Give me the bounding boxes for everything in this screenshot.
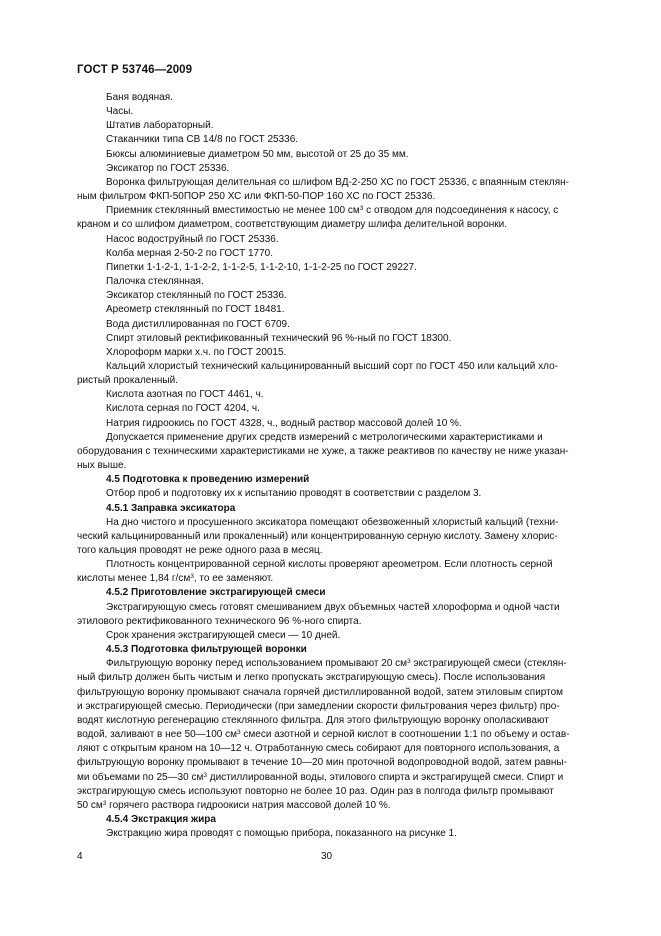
s451-density-line <box>77 572 614 586</box>
s453-line: фильтрующую воронку промывают в течение 10—20 мин проточной водопроводной водой, затем равны- <box>77 757 567 769</box>
receiver-text-a: Приемник стеклянный вместимостью не менее 100 см <box>106 205 360 217</box>
s453-line: экстрагирующую смесь используют повторно не более 10 раз. Один раз в полгода фильтр промывают <box>77 785 554 797</box>
section-heading-4-5: 4.5 Подготовка к проведению измерений <box>106 474 310 486</box>
s451-text: кислоты менее 1,84 г/см <box>77 573 191 585</box>
receiver-line-2: краном и со шлифом диаметром, соответствующим диаметру шлифа делительной воронки. <box>77 219 508 231</box>
document-body <box>77 91 614 841</box>
s453-line: ный фильтр должен быть чистым и легко пропускать экстрагирующую смесь). После использования <box>77 672 546 684</box>
reagent-item: Натрия гидроокись по ГОСТ 4328, ч., водный раствор массовой долей 10 %. <box>106 417 462 429</box>
s453-text: дистиллированной воды, этилового спирта и экстрагирущей смеси. Спирт и <box>206 771 564 783</box>
superscript: 3 <box>203 771 207 779</box>
funnel-line-1: Воронка фильтрующая делительная со шлифом ВД-2-250 ХС по ГОСТ 25336, с впаянным стеклян- <box>106 176 570 188</box>
equipment-item: Эксикатор стеклянный по ГОСТ 25336. <box>106 290 287 302</box>
s453-line <box>77 771 614 785</box>
s453-line: и экстрагирующей смесью. Периодически (при замедлении скорости фильтрования через фильтр) про- <box>77 700 560 712</box>
s452-line: Экстрагирующую смесь готовят смешиванием двух объемных частей хлороформа и одной части <box>106 601 560 613</box>
s453-line: ляют с открытым краном на 10—12 ч. Отработанную смесь собирают для повторного использования, а <box>77 743 560 755</box>
s451-line: Плотность концентрированной серной кислоты проверяют ареометром. Если плотность серной <box>106 559 553 571</box>
s451-line: ческий кальцинированный или прокаленный) или концентрированную серную кислоту. Замену хлорис- <box>77 530 558 542</box>
equipment-item: Хлороформ марки х.ч. по ГОСТ 20015. <box>106 346 287 358</box>
s453-text: Фильтрующую воронку перед использованием промывают 20 см <box>106 658 408 670</box>
equipment-item: Пипетки 1-1-2-1, 1-1-2-2, 1-1-2-5, 1-1-2-10, 1-1-2-25 по ГОСТ 29227. <box>106 261 417 273</box>
s453-line <box>77 657 614 671</box>
allowed-line-3: ных выше. <box>77 460 127 472</box>
s453-line: водят кислотную регенерацию стеклянного фильтра. Для этого фильтрующую воронку ополаскивают <box>77 714 549 726</box>
document-header: ГОСТ Р 53746—2009 <box>77 64 193 76</box>
sheet-number: 30 <box>321 851 333 862</box>
section-4-5-text: Отбор проб и подготовку их к испытанию проводят в соответствии с разделом 3. <box>106 488 482 500</box>
superscript: 3 <box>237 729 241 737</box>
s453-text: смеси азотной и серной кислот в соотношении 1:1 по объему и остав- <box>240 729 570 741</box>
equipment-item: Вода дистиллированная по ГОСТ 6709. <box>106 318 290 330</box>
funnel-line-2: ным фильтром ФКП-50ПОР 250 ХС или ФКП-50-ПОР 160 ХС по ГОСТ 25336. <box>77 191 436 203</box>
s453-text: экстрагирующей смеси (стеклян- <box>410 658 567 670</box>
section-heading-4-5-4: 4.5.4 Экстракция жира <box>106 813 216 825</box>
equipment-item: Палочка стеклянная. <box>106 276 204 288</box>
reagent-item: Кислота азотная по ГОСТ 4461, ч. <box>106 389 264 401</box>
superscript: 3 <box>407 658 411 666</box>
equipment-item: Ареометр стеклянный по ГОСТ 18481. <box>106 304 285 316</box>
section-heading-4-5-2: 4.5.2 Приготовление экстрагирующей смеси <box>106 587 326 599</box>
equipment-item: Эксикатор по ГОСТ 25336. <box>106 162 230 174</box>
s453-line <box>77 799 614 813</box>
s453-line <box>77 728 614 742</box>
s453-line: фильтрующую воронку промывают сначала горячей дистиллированной водой, затем этиловым спиртом <box>77 686 564 698</box>
reagent-item: Кислота серная по ГОСТ 4204, ч. <box>106 403 260 415</box>
equipment-item: Насос водоструйный по ГОСТ 25336. <box>106 233 279 245</box>
equipment-item: Колба мерная 2-50-2 по ГОСТ 1770. <box>106 247 273 259</box>
equipment-item: Часы. <box>106 106 134 118</box>
calcium-line-1: Кальций хлористый технический кальцинированный высший сорт по ГОСТ 450 или кальций хло- <box>106 360 558 372</box>
s453-text: 50 см <box>77 799 103 811</box>
allowed-line-1: Допускается применение других средств измерений с метрологическими характеристиками и <box>106 431 543 443</box>
equipment-item: Бюксы алюминиевые диаметром 50 мм, высотой от 25 до 35 мм. <box>106 148 409 160</box>
equipment-item: Баня водяная. <box>106 92 173 103</box>
receiver-text-b: с отводом для подсоединения к насосу, с <box>363 205 559 217</box>
s451-text: , то ее заменяют. <box>193 573 274 585</box>
allowed-line-2: оборудования с техническими характеристиками не хуже, а также реактивов по качеству не ниже указан- <box>77 445 569 457</box>
s453-text: водой, заливают в нее 50—100 см <box>77 729 238 741</box>
s453-text: горячего раствора гидроокиси натрия массовой долей 10 %. <box>106 799 391 811</box>
equipment-item: Штатив лабораторный. <box>106 120 214 132</box>
s452-line: Срок хранения экстрагирующей смеси — 10 дней. <box>106 629 341 641</box>
equipment-item: Стаканчики типа СВ 14/8 по ГОСТ 25336. <box>106 134 299 146</box>
s453-text: ми объемами по 25—30 см <box>77 771 204 783</box>
s454-text: Экстракцию жира проводят с помощью прибора, показанного на рисунке 1. <box>106 828 457 840</box>
equipment-item: Спирт этиловый ректификованный технический 96 %-ный по ГОСТ 18300. <box>106 332 452 344</box>
superscript: 3 <box>102 799 107 807</box>
superscript: 3 <box>359 205 364 213</box>
s451-line: На дно чистого и просушенного эксикатора помещают обезвоженный хлористый кальций (техни- <box>106 516 559 528</box>
receiver-paragraph <box>77 204 614 218</box>
s451-line: того кальция проводят не реже одного раза в месяц. <box>77 545 323 556</box>
calcium-line-2: ристый прокаленный. <box>77 375 178 387</box>
section-heading-4-5-1: 4.5.1 Заправка эксикатора <box>106 502 236 514</box>
section-heading-4-5-3: 4.5.3 Подготовка фильтрующей воронки <box>106 644 307 656</box>
superscript: 3 <box>190 573 194 581</box>
s452-line: этилового ректификованного технического 96 %-ного спирта. <box>77 615 362 627</box>
page-number: 4 <box>77 851 83 862</box>
